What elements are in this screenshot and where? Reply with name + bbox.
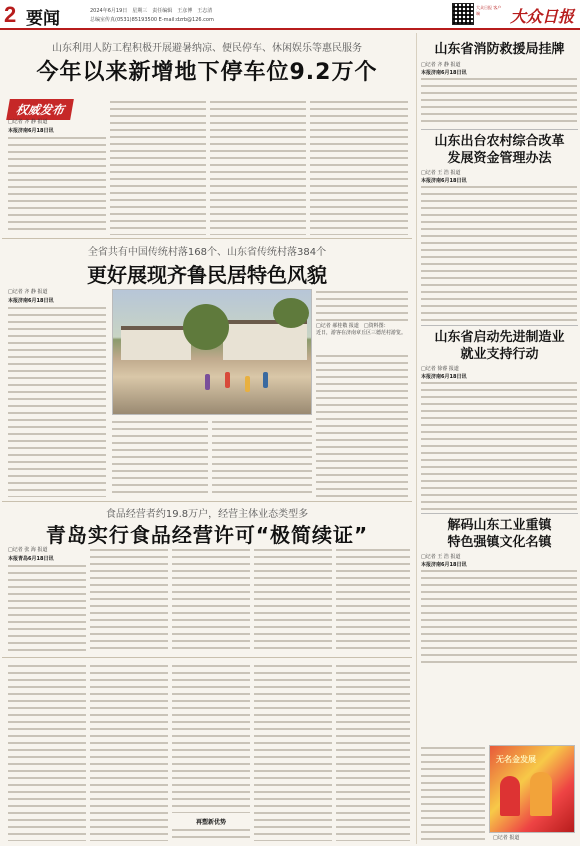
story2-body: [421, 184, 577, 322]
story3-byline: □记者 徐睿 报道: [421, 366, 459, 372]
story3-title-line2: 就业支持行动: [460, 347, 539, 362]
banner-text: 无名金发展: [496, 755, 536, 764]
photo-person: [263, 372, 268, 388]
photo-tree: [273, 298, 309, 328]
lead-byline: □记者 齐 静 报道: [8, 119, 48, 125]
story4-dateline: 本报济南6月18日讯: [421, 562, 467, 568]
story3-title-line1: 山东省启动先进制造业: [434, 330, 565, 345]
village-body-col1: [8, 305, 106, 497]
food-body-col1: [8, 563, 86, 653]
food-dateline: 本报青岛6月18日讯: [8, 556, 54, 562]
story4-title-line1: 解码山东工业重镇: [447, 518, 552, 533]
lead-body-col4: [310, 99, 408, 235]
food-headline: 青岛实行食品经营许可“极简续证”: [45, 523, 369, 547]
story4-body: [421, 568, 577, 664]
story1-dateline: 本报济南6月18日讯: [421, 70, 467, 76]
lead-body-col1: [8, 135, 106, 235]
divider: [421, 325, 578, 326]
issue-meta: 2024年6月19日 星期三 责任编辑 王彦博 王志清: [90, 8, 213, 14]
divider: [2, 657, 412, 658]
main-column: [2, 33, 412, 844]
village-body-col2: [112, 419, 208, 497]
bottom-body-col1: [8, 663, 86, 841]
sidebar-photo-caption: □记者 报道: [493, 835, 520, 841]
food-kicker: 食品经营者约19.8万户，经营主体业态类型多: [105, 509, 309, 520]
divider: [2, 501, 412, 502]
village-photo-caption: [316, 323, 408, 337]
village-headline: 更好展现齐鲁民居特色风貌: [87, 263, 327, 287]
lead-dateline: 本报济南6月18日讯: [8, 128, 54, 134]
food-body-col2: [90, 547, 168, 653]
caption-detail: 近日，游客在济南章丘区三德范村游览。: [316, 330, 407, 336]
photo-figure: [530, 772, 552, 816]
story1-title: 山东省消防救援局挂牌: [434, 42, 565, 57]
story3-body: [421, 380, 577, 510]
bottom-subhead: 再塑新优势: [195, 819, 226, 826]
story2-byline: □记者 王 浩 报道: [421, 170, 461, 176]
photo-figure: [500, 776, 520, 816]
bottom-body-col3b: [172, 827, 250, 841]
lead-kicker: 山东利用人防工程积极开展避暑纳凉、便民停车、休闲娱乐等惠民服务: [52, 43, 362, 54]
newspaper-logo: 大众日报: [509, 7, 574, 26]
divider: [2, 238, 412, 239]
food-body-col4: [254, 547, 332, 653]
story1-byline: □记者 齐 静 报道: [421, 62, 461, 68]
photo-house: [121, 326, 191, 360]
contact-meta: 总编室传真(0531)85193500 E-mail:dzrb@126.com: [90, 17, 214, 23]
sidebar-column: [416, 33, 578, 844]
divider: [421, 513, 578, 514]
section-name: 要闻: [26, 9, 60, 29]
food-body-col3: [172, 547, 250, 653]
photo-person: [225, 372, 230, 388]
story2-dateline: 本报济南6月18日讯: [421, 178, 467, 184]
village-body-col4b: [316, 353, 408, 497]
sidebar-photo: [489, 745, 575, 833]
authoritative-badge: [8, 99, 72, 120]
story1-body: [421, 76, 577, 126]
village-kicker: 全省共有中国传统村落168个、山东省传统村落384个: [87, 247, 327, 258]
story2-title-line1: 山东出台农村综合改革: [434, 134, 565, 149]
food-byline: □记者 张 海 报道: [8, 547, 48, 553]
story3-dateline: 本报济南6月18日讯: [421, 374, 467, 380]
village-dateline: 本报济南6月18日讯: [8, 298, 54, 304]
village-photo: [112, 289, 312, 415]
bottom-body-col5: [336, 663, 410, 841]
village-body-col3: [212, 419, 312, 497]
story4-byline: □记者 王 浩 报道: [421, 554, 461, 560]
bottom-body-col3: [172, 663, 250, 813]
lead-headline: 今年以来新增地下停车位9.2万个: [36, 60, 378, 85]
badge-label: 权威发布: [6, 99, 74, 120]
food-body-col5: [336, 547, 410, 653]
divider: [421, 129, 578, 130]
photo-tree: [183, 304, 229, 350]
story2-title-line2: 发展资金管理办法: [447, 151, 552, 166]
caption-credit: □记者 郝桂敬 报道 □资料图：: [316, 323, 389, 329]
page-number: 2: [4, 2, 17, 27]
masthead: [0, 0, 580, 30]
lead-body-col2: [110, 99, 206, 235]
photo-person: [245, 376, 250, 392]
bottom-body-col4: [254, 663, 332, 841]
story4-title-line2: 特色强镇文化名镇: [447, 535, 552, 550]
village-byline: □记者 齐 静 报道: [8, 289, 48, 295]
qr-code-icon[interactable]: [452, 3, 474, 25]
village-body-col4: [316, 289, 408, 321]
bottom-body-col2: [90, 663, 168, 841]
story4-body-b: [421, 745, 485, 841]
photo-person: [205, 374, 210, 390]
lead-body-col3: [210, 99, 306, 235]
qr-label: 大众日报 客户端: [476, 5, 502, 16]
